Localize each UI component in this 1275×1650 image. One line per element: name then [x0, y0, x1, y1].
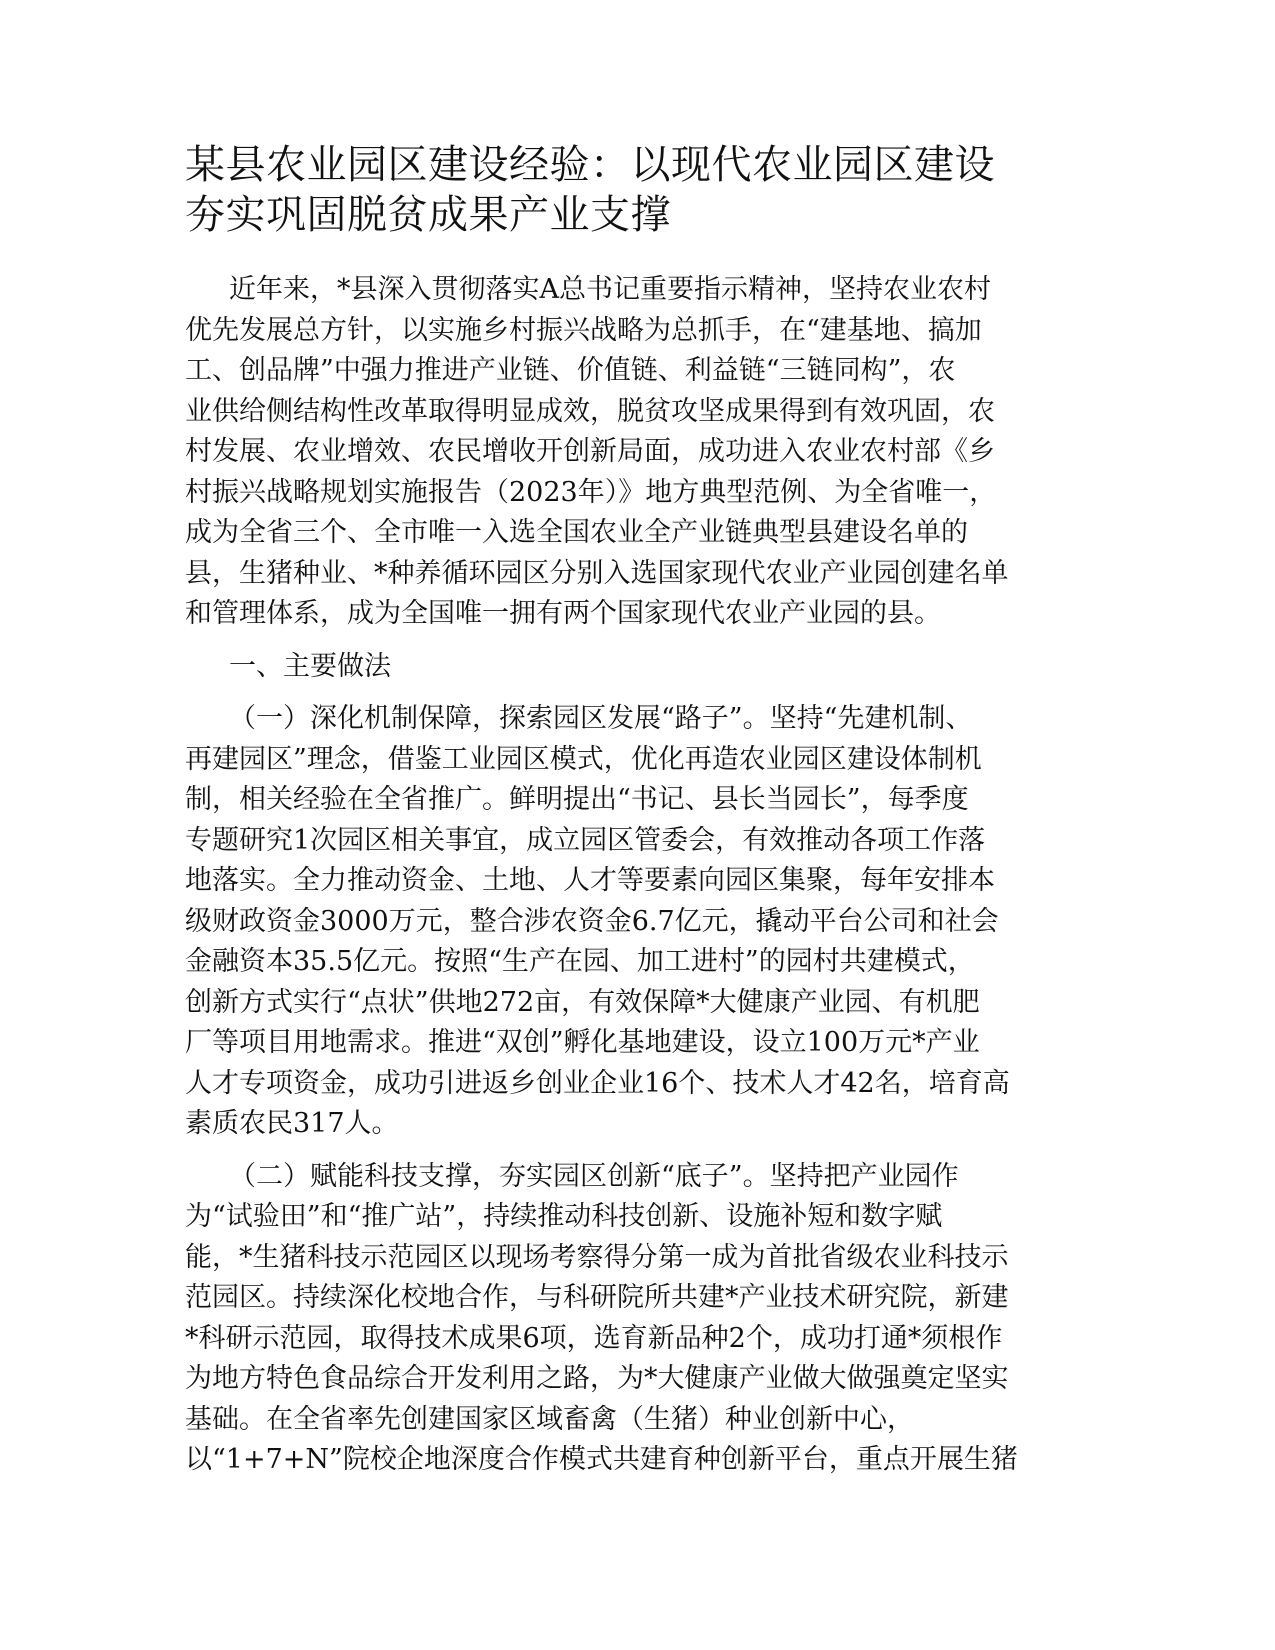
paragraph-line: 厂等项目用地需求。推进“双创”孵化基地建设，设立100万元*产业 — [185, 1027, 980, 1058]
paragraph-line: 级财政资金3000万元，整合涉农资金6.7亿元，撬动平台公司和社会 — [185, 905, 999, 937]
paragraph-technology — [185, 1157, 1075, 1481]
intro-line: 工、创品牌”中强力推进产业链、价值链、利益链“三链同构”，农 — [185, 355, 956, 386]
paragraph-line: 专题研究1次园区相关事宜，成立园区管委会，有效推动各项工作落 — [185, 824, 986, 856]
paragraph-line: 为“试验田”和“推广站”，持续推动科技创新、设施补短和数字赋 — [185, 1201, 943, 1232]
intro-line: 村振兴战略规划实施报告（2023年）》地方典型范例、为全省唯一， — [185, 476, 997, 508]
document-page — [185, 140, 1075, 1481]
title-line-2: 夯实巩固脱贫成果产业支撑 — [185, 192, 671, 238]
paragraph-line: 能，*生猪科技示范园区以现场考察得分第一成为首批省级农业科技示 — [185, 1241, 1009, 1273]
paragraph-line: 再建园区”理念，借鉴工业园区模式，优化再造农业园区建设体制机 — [185, 743, 982, 775]
paragraph-line: （一）深化机制保障，探索园区发展“路子”。坚持“先建机制、 — [229, 703, 973, 734]
paragraph-line: 范园区。持续深化校地合作，与科研院所共建*产业技术研究院，新建 — [185, 1282, 1009, 1313]
intro-line: 业供给侧结构性改革取得明显成效，脱贫攻坚成果得到有效巩固，农 — [185, 395, 995, 427]
paragraph-line: （二）赋能科技支撑，夯实园区创新“底子”。坚持把产业园作 — [229, 1160, 959, 1192]
paragraph-line: 以“1+7+N”院校企地深度合作模式共建育种创新平台，重点开展生猪 — [185, 1444, 1018, 1475]
paragraph-mechanism — [185, 699, 1075, 1145]
intro-line: 和管理体系，成为全国唯一拥有两个国家现代农业产业园的县。 — [185, 598, 941, 629]
paragraph-line: 创新方式实行“点状”供地272亩，有效保障*大健康产业园、有机肥 — [185, 986, 980, 1018]
paragraph-line: 基础。在全省率先创建国家区域畜禽（生猪）种业创新中心， — [185, 1403, 914, 1435]
intro-line: 县，生猪种业、*种养循环园区分别入选国家现代农业产业园创建名单 — [185, 557, 1009, 589]
paragraph-line: 为地方特色食品综合开发利用之路，为*大健康产业做大做强奠定坚实 — [185, 1363, 1009, 1394]
paragraph-line: 地落实。全力推动资金、土地、人才等要素向园区集聚，每年安排本 — [185, 865, 995, 896]
title-line-1: 某县农业园区建设经验：以现代农业园区建设 — [185, 142, 995, 188]
paragraph-line: 素质农民317人。 — [185, 1108, 399, 1139]
intro-line: 村发展、农业增效、农民增收开创新局面，成功进入农业农村部《乡 — [185, 436, 995, 467]
paragraph-line: 制，相关经验在全省推广。鲜明提出“书记、县长当园长”，每季度 — [185, 784, 969, 815]
intro-paragraph — [185, 270, 1075, 635]
document-title — [185, 140, 1075, 240]
paragraph-line: 金融资本35.5亿元。按照“生产在园、加工进村”的园村共建模式， — [185, 946, 975, 977]
paragraph-line: 人才专项资金，成功引进返乡创业企业16个、技术人才42名，培育高 — [185, 1067, 1010, 1099]
intro-line: 优先发展总方针，以实施乡村振兴战略为总抓手，在“建基地、搞加 — [185, 314, 982, 346]
intro-line: 近年来，*县深入贯彻落实A总书记重要指示精神，坚持农业农村 — [229, 274, 991, 305]
paragraph-line: *科研示范园，取得技术成果6项，选育新品种2个，成功打通*须根作 — [185, 1322, 1003, 1354]
section-heading: 一、主要做法 — [229, 650, 391, 682]
intro-line: 成为全省三个、全市唯一入选全国农业全产业链典型县建设名单的 — [185, 517, 968, 548]
